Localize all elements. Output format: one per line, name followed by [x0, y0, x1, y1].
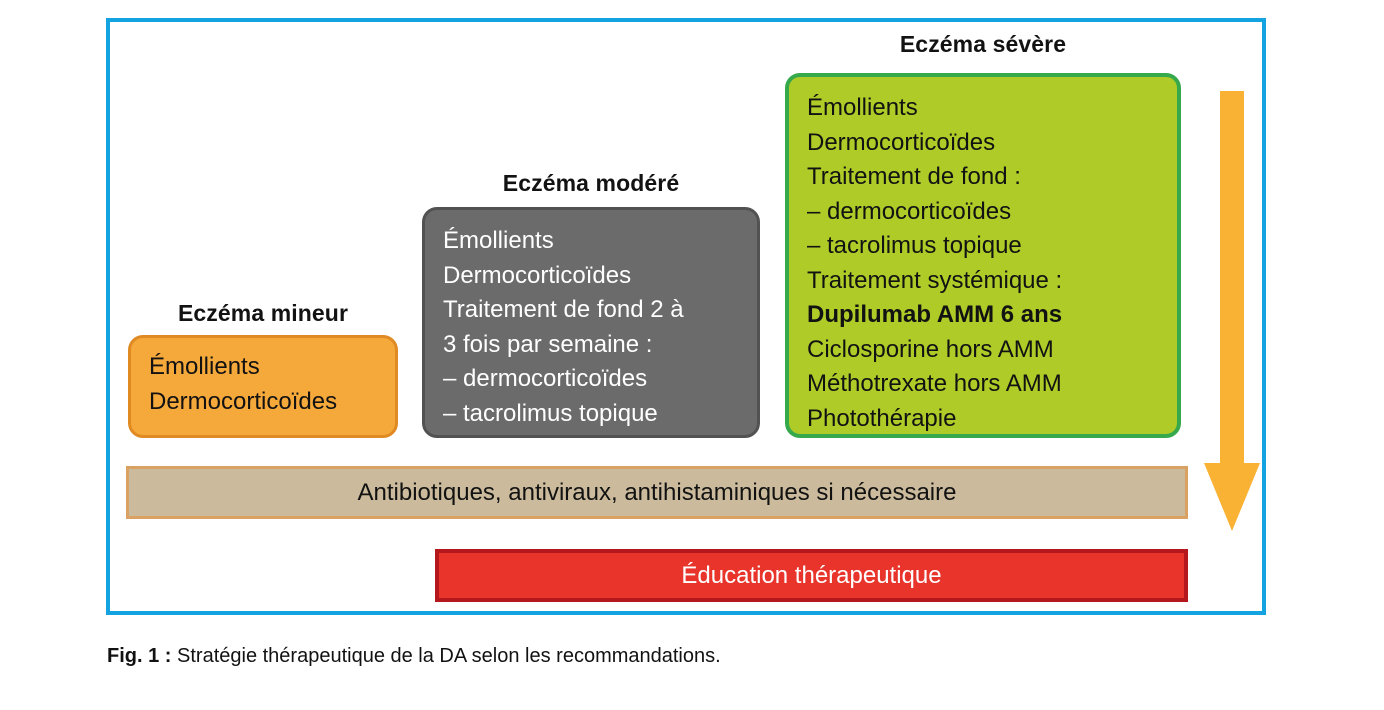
treatment-line: – dermocorticoïdes: [807, 197, 1012, 225]
adjunct-therapy-bar: [126, 466, 1188, 519]
treatment-line: – tacrolimus topique: [807, 232, 1022, 259]
figure-caption-text: Stratégie thérapeutique de la DA selon les recommandations.: [177, 645, 721, 667]
treatment-box-mineur: [128, 335, 398, 438]
treatment-line: Méthotrexate hors AMM: [807, 370, 1062, 397]
adjunct-therapy-label: Antibiotiques, antiviraux, antihistaminiques si nécessaire: [357, 478, 957, 506]
column-title-mineur: Eczéma mineur: [177, 300, 349, 326]
treatment-line: – dermocorticoïdes: [443, 365, 648, 392]
figure-caption-label: Fig. 1 :: [107, 645, 172, 667]
arrow-down-icon: [1204, 91, 1260, 531]
treatment-line-highlighted: Dupilumab AMM 6 ans: [807, 301, 1063, 328]
patient-education-label: Éducation thérapeutique: [681, 561, 942, 589]
treatment-box-modere: [422, 207, 760, 438]
treatment-box-severe: [785, 73, 1181, 438]
figure-caption: [107, 645, 721, 668]
treatment-line: Traitement systémique :: [807, 266, 1063, 294]
treatment-line: Traitement de fond 2 à: [443, 296, 684, 323]
treatment-line: Traitement de fond :: [807, 163, 1021, 190]
treatment-line: – tacrolimus topique: [443, 399, 658, 427]
column-title-modere: Eczéma modéré: [502, 170, 680, 196]
patient-education-bar: [435, 549, 1188, 602]
treatment-line: Émollients: [149, 353, 260, 380]
treatment-line: Photothérapie: [807, 404, 957, 432]
treatment-line: Dermocorticoïdes: [807, 128, 996, 156]
treatment-line: Ciclosporine hors AMM: [807, 335, 1054, 363]
treatment-line: 3 fois par semaine :: [443, 330, 653, 358]
treatment-line: Dermocorticoïdes: [443, 261, 632, 289]
column-title-severe: Eczéma sévère: [899, 31, 1067, 57]
treatment-line: Dermocorticoïdes: [149, 387, 338, 415]
treatment-line: Émollients: [807, 94, 918, 121]
treatment-line: Émollients: [443, 227, 554, 254]
